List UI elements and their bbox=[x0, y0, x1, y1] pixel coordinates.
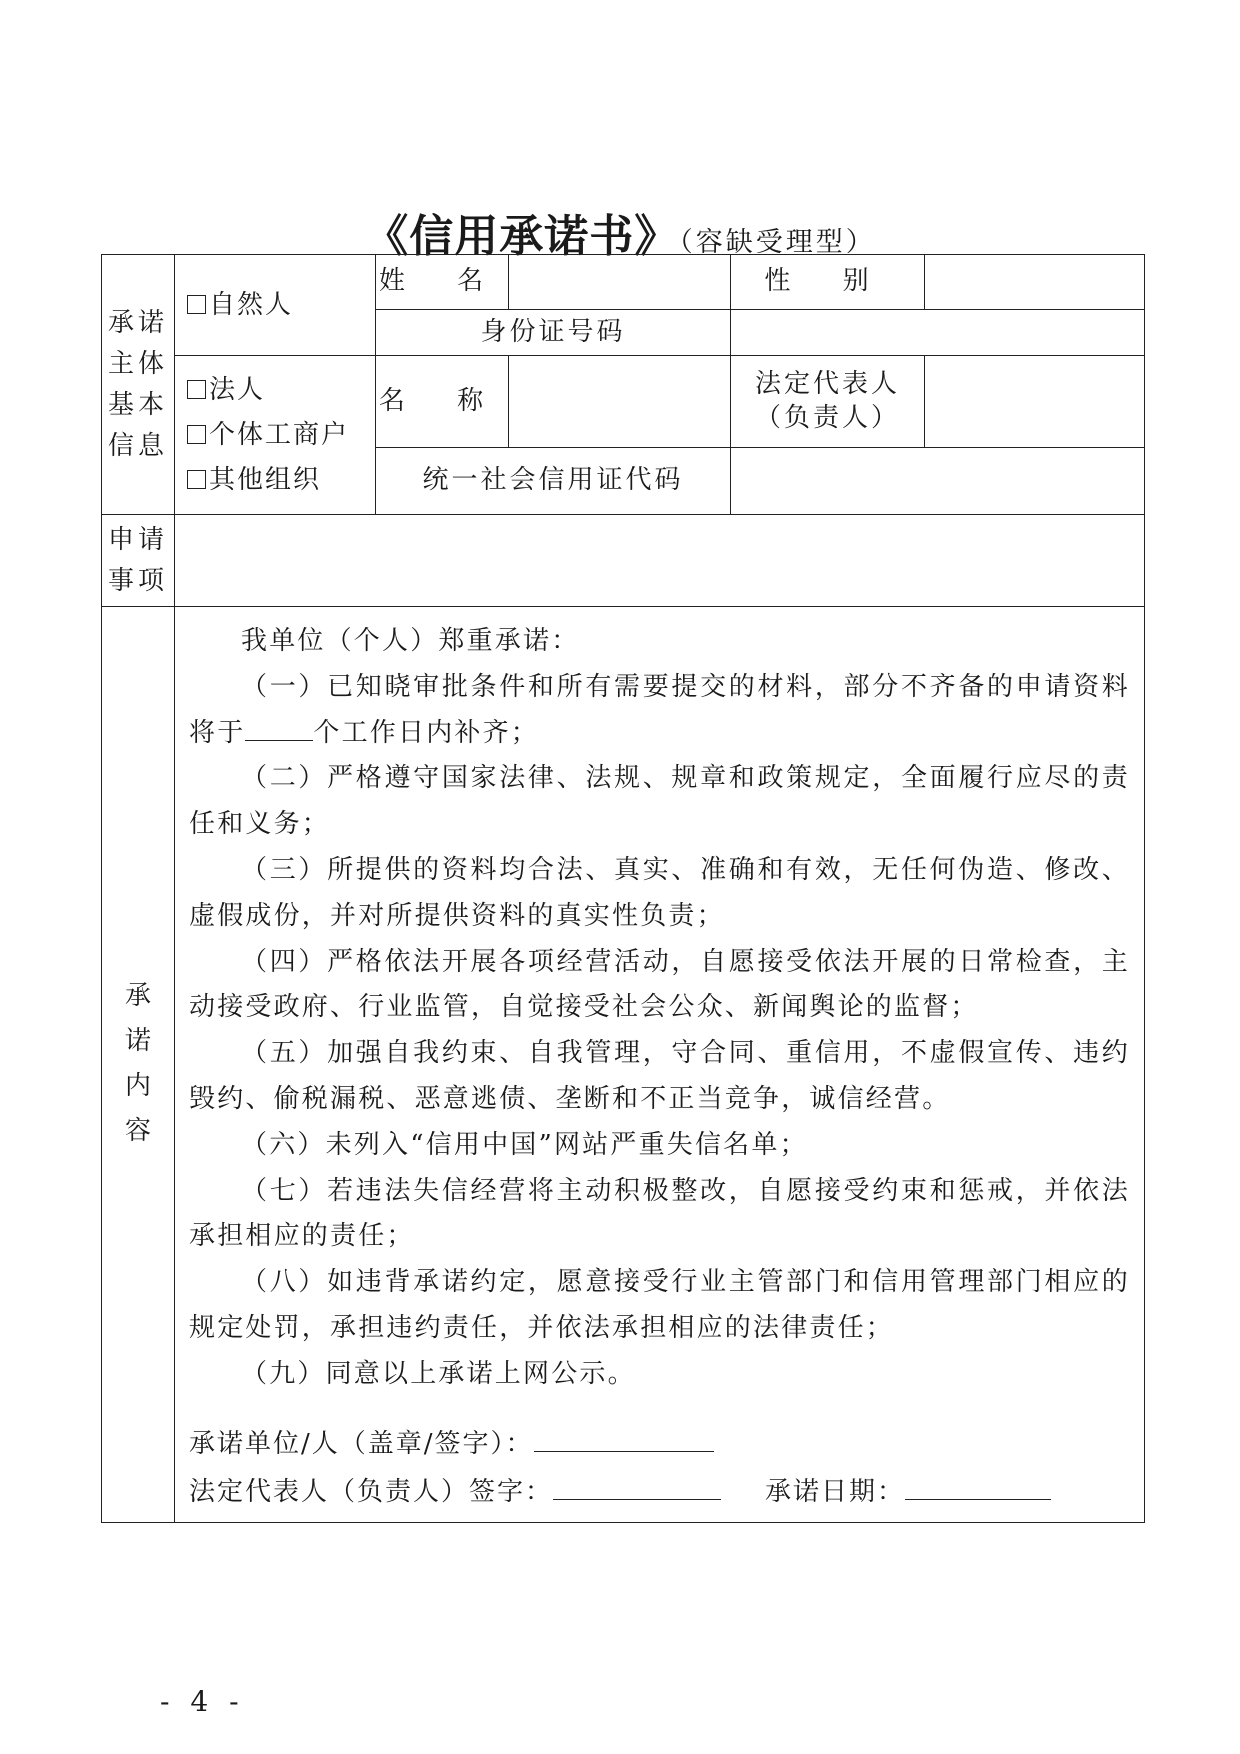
commitment-item-9: （九）同意以上承诺上网公示。 bbox=[241, 1358, 636, 1389]
checkbox-individual-business[interactable]: 个体工商户 bbox=[187, 413, 375, 458]
page-number: - 4 - bbox=[160, 1685, 245, 1718]
commitment-item-7: （七）若违法失信经营将主动积极整改，自愿接受约束和惩戒，并依法承担相应的责任； bbox=[189, 1175, 1130, 1252]
commitment-date-field[interactable] bbox=[905, 1473, 1051, 1500]
id-number-label: 身份证号码 bbox=[376, 310, 731, 356]
signature-rep-line: 法定代表人（负责人）签字： 承诺日期： bbox=[189, 1468, 1130, 1516]
title-sub: （容缺受理型） bbox=[679, 227, 876, 258]
id-number-field[interactable] bbox=[731, 310, 1145, 356]
checkbox-icon bbox=[187, 425, 206, 444]
gender-label: 性 别 bbox=[731, 255, 925, 310]
natural-person-option-cell bbox=[175, 255, 376, 356]
commitment-item-5: （五）加强自我约束、自我管理，守合同、重信用，不虚假宣传、违约毁约、偷税漏税、恶意逃债、垄断和不正当竞争，诚信经营。 bbox=[189, 1038, 1130, 1114]
checkbox-icon bbox=[187, 295, 206, 314]
application-matters-field[interactable] bbox=[175, 515, 1145, 607]
checkbox-icon bbox=[187, 380, 206, 399]
days-blank-field[interactable] bbox=[245, 714, 313, 741]
commitment-form-table bbox=[101, 254, 1145, 1523]
commitment-item-1: （一）已知晓审批条件和所有需要提交的材料，部分不齐备的申请资料将于 个工作日内补齐； bbox=[189, 671, 1130, 748]
legal-rep-field[interactable] bbox=[925, 356, 1145, 448]
section-label-commitment: 承 诺 内 容 bbox=[102, 607, 175, 1523]
section-label-basic-info: 承诺 主体 基本 信息 bbox=[102, 255, 175, 515]
commitment-intro: 我单位（个人）郑重承诺： bbox=[241, 626, 580, 656]
entity-name-label: 名 称 bbox=[376, 356, 509, 448]
rep-signature-field[interactable] bbox=[553, 1473, 721, 1500]
checkbox-other-organization[interactable]: 其他组织 bbox=[187, 458, 375, 503]
signature-unit-line: 承诺单位/人（盖章/签字）： bbox=[189, 1420, 1130, 1468]
name-field[interactable] bbox=[509, 255, 731, 310]
commitment-item-3: （三）所提供的资料均合法、真实、准确和有效，无任何伪造、修改、虚假成份，并对所提供资料的真实性负责； bbox=[189, 854, 1130, 931]
checkbox-natural-person[interactable]: 自然人 bbox=[187, 283, 375, 328]
section-label-application: 申请 事项 bbox=[102, 515, 175, 607]
commitment-item-8: （八）如违背承诺约定，愿意接受行业主管部门和信用管理部门相应的规定处罚，承担违约责任，并依法承担相应的法律责任； bbox=[189, 1267, 1130, 1343]
credit-code-label: 统一社会信用证代码 bbox=[376, 448, 731, 515]
commitment-content bbox=[175, 607, 1145, 1523]
checkbox-icon bbox=[187, 470, 206, 489]
name-label: 姓 名 bbox=[376, 255, 509, 310]
commitment-item-4: （四）严格依法开展各项经营活动，自愿接受依法开展的日常检查，主动接受政府、行业监管，自觉接受社会公众、新闻舆论的监督； bbox=[189, 946, 1130, 1023]
credit-code-field[interactable] bbox=[731, 448, 1145, 515]
commitment-item-2: （二）严格遵守国家法律、法规、规章和政策规定，全面履行应尽的责任和义务； bbox=[189, 763, 1130, 840]
gender-field[interactable] bbox=[925, 255, 1145, 310]
checkbox-legal-person[interactable]: 法人 bbox=[187, 368, 375, 413]
entity-name-field[interactable] bbox=[509, 356, 731, 448]
entity-option-cell bbox=[175, 356, 376, 515]
commitment-item-6: （六）未列入“信用中国”网站严重失信名单； bbox=[241, 1129, 808, 1160]
legal-rep-label: 法定代表人 （负责人） bbox=[731, 356, 925, 448]
unit-signature-field[interactable] bbox=[534, 1425, 714, 1452]
title-main: 《信用承诺书》 bbox=[364, 211, 680, 262]
